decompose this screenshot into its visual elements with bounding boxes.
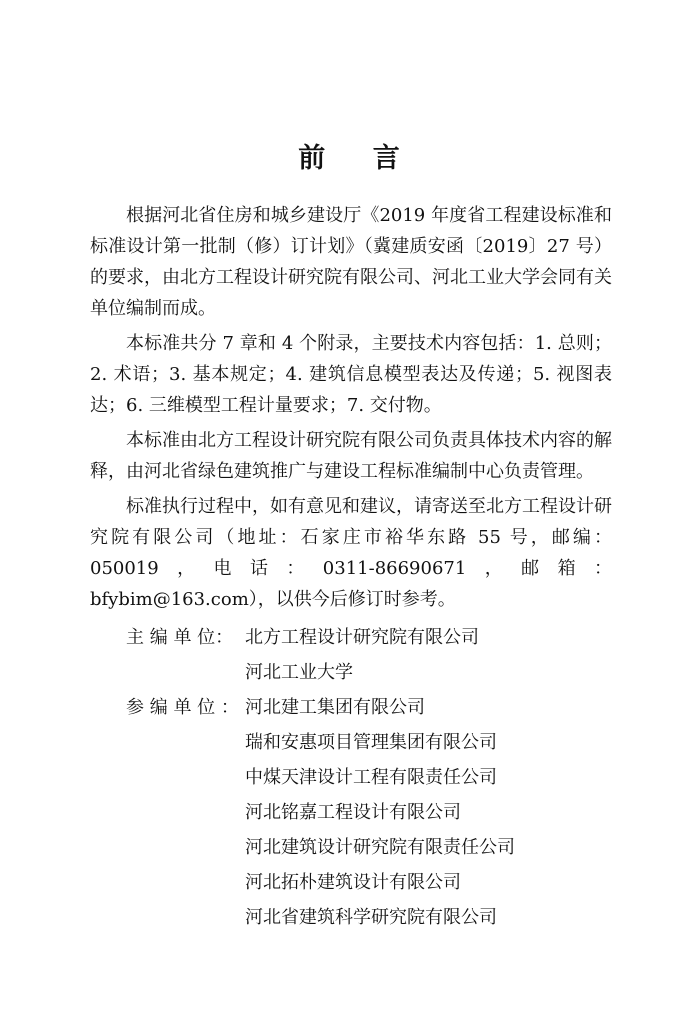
participating-unit-name: 河北建筑设计研究院有限责任公司 bbox=[245, 837, 515, 858]
participating-unit-name: 河北拓朴建筑设计有限公司 bbox=[245, 872, 461, 893]
participating-unit-name: 河北铭嘉工程设计有限公司 bbox=[245, 802, 461, 823]
chief-units-label: 主 编 单 位： bbox=[126, 627, 234, 648]
participating-unit-row bbox=[90, 725, 612, 760]
participating-unit-name: 中煤天津设计工程有限责任公司 bbox=[245, 767, 497, 788]
participating-unit-row bbox=[90, 760, 612, 795]
preface-paragraph-3: 本标准由北方工程设计研究院有限公司负责具体技术内容的解释，由河北省绿色建筑推广与建设工程标准编制中心负责管理。 bbox=[90, 430, 612, 482]
participating-unit-row bbox=[90, 795, 612, 830]
preface-paragraph-4: 标准执行过程中，如有意见和建议，请寄送至北方工程设计研究院有限公司（地址：石家庄市裕华东路 55 号，邮编：050019，电话：0311-86690671，邮箱：bfybim@163.com），以供今后修订时参考。 bbox=[90, 496, 612, 610]
preface-paragraph-2: 本标准共分 7 章和 4 个附录，主要技术内容包括：1. 总则；2. 术语；3. 基本规定；4. 建筑信息模型表达及传递；5. 视图表达；6. 三维模型工程计量要求；7. 交付物。 bbox=[90, 333, 612, 416]
chief-unit-name: 河北工业大学 bbox=[245, 662, 353, 683]
participating-unit-name: 瑞和安惠项目管理集团有限公司 bbox=[245, 732, 497, 753]
participating-unit-row bbox=[90, 900, 612, 935]
chief-unit-row bbox=[90, 655, 612, 690]
participating-unit-name: 河北省建筑科学研究院有限公司 bbox=[245, 907, 497, 928]
page-title: 前 言 bbox=[298, 143, 402, 174]
units-list bbox=[90, 620, 612, 935]
chief-unit-name: 北方工程设计研究院有限公司 bbox=[245, 627, 479, 648]
chief-unit-row bbox=[90, 620, 612, 655]
participating-unit-row bbox=[90, 865, 612, 900]
preface-paragraph-1: 根据河北省住房和城乡建设厅《2019 年度省工程建设标准和标准设计第一批制（修）订计划》（冀建质安函〔2019〕27 号）的要求，由北方工程设计研究院有限公司、河北工业大学会同有关单位编制而成。 bbox=[90, 205, 612, 319]
participating-unit-row bbox=[90, 830, 612, 865]
participating-unit-row bbox=[90, 690, 612, 725]
preface-body bbox=[90, 200, 612, 619]
participating-unit-name: 河北建工集团有限公司 bbox=[245, 697, 425, 718]
participating-units-label: 参 编 单 位 ： bbox=[126, 697, 239, 718]
